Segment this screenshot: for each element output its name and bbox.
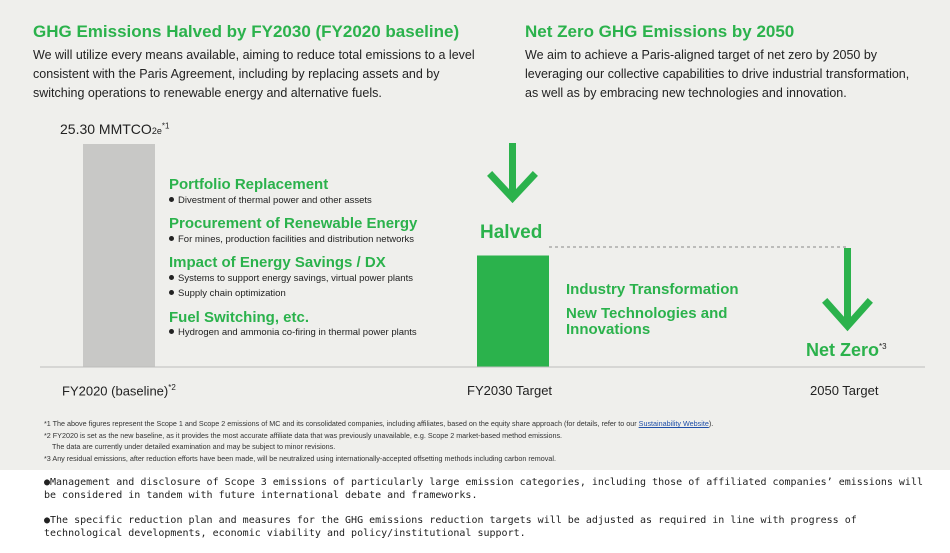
- footnote-2-continued: The data are currently under detailed examination and may be subject to minor revisions.: [52, 442, 336, 451]
- measure-title: Impact of Energy Savings / DX: [169, 254, 386, 271]
- footnote-2: *2 FY2020 is set as the new baseline, as it provides the most accurate affiliate data that was previously unavailable, e.g. Scope 2 market-based method emissions.: [44, 431, 563, 440]
- note-reduction-plan: ●The specific reduction plan and measures for the GHG emissions reduction targets will be adjusted as required in line with progress of technological developments, economic viability and policy/institutional support.: [44, 515, 857, 539]
- footnote-3: *3 Any residual emissions, after reduction efforts have been made, will be neutralized using internationally-accepted offsetting methods including carbon removal.: [44, 454, 556, 463]
- down-arrow-icon: [827, 248, 868, 326]
- x-axis-label: FY2030 Target: [467, 383, 553, 398]
- left-description: We will utilize every means available, aiming to reduce total emissions to a level consistent with the Paris Agreement, including by replacing assets and by switching operations to renewable energy and alternative fuels.: [33, 48, 475, 100]
- right-description: We aim to achieve a Paris-aligned target of net zero by 2050 by leveraging our collective capabilities to drive industrial transformation, as well as by embracing new technologies and innovation.: [525, 48, 910, 100]
- bar-fy2020: [83, 144, 155, 367]
- baseline-number: 25.30 MMTCO: [60, 121, 152, 137]
- left-title: GHG Emissions Halved by FY2030 (FY2020 baseline): [33, 22, 460, 41]
- measure-item: Systems to support energy savings, virtual power plants: [169, 273, 413, 284]
- net-zero-footnote-mark: *3: [879, 342, 887, 351]
- measure-item: Supply chain optimization: [169, 288, 286, 299]
- baseline-unit-sub: 2e: [151, 126, 162, 136]
- measure-title: Portfolio Replacement: [169, 176, 329, 193]
- measure-title: Fuel Switching, etc.: [169, 309, 310, 326]
- note-scope3: ●Management and disclosure of Scope 3 emissions of particularly large emission categories, including those of affiliated companies’ emissions will be considered in tandem with future international debate and frameworks.: [44, 477, 923, 501]
- x-axis-label: 2050 Target: [810, 383, 879, 398]
- footnote-1: *1 The above figures represent the Scope 1 and Scope 2 emissions of MC and its consolidated companies, including affiliates, based on the equity share approach (for details, refer to our Sustainability Website).: [44, 419, 714, 428]
- sustainability-website-link[interactable]: Sustainability Website: [638, 419, 709, 428]
- future-measure: New Technologies and Innovations: [566, 305, 728, 338]
- measure-title: Procurement of Renewable Energy: [169, 215, 418, 232]
- right-title: Net Zero GHG Emissions by 2050: [525, 22, 795, 41]
- measure-item: For mines, production facilities and distribution networks: [169, 234, 414, 245]
- down-arrow-icon: [492, 143, 533, 198]
- future-measure: Industry Transformation: [566, 281, 739, 298]
- halved-label: Halved: [480, 222, 543, 243]
- measure-item: Divestment of thermal power and other assets: [169, 195, 372, 206]
- bar-fy2030: [477, 256, 549, 368]
- baseline-footnote-mark: *1: [161, 121, 170, 131]
- net-zero-label: Net Zero$^{*3}$: [806, 340, 887, 360]
- measure-item: Hydrogen and ammonia co-firing in thermal power plants: [169, 327, 417, 338]
- x-axis-label: FY2020 (baseline)$^{*2}$: [62, 383, 176, 399]
